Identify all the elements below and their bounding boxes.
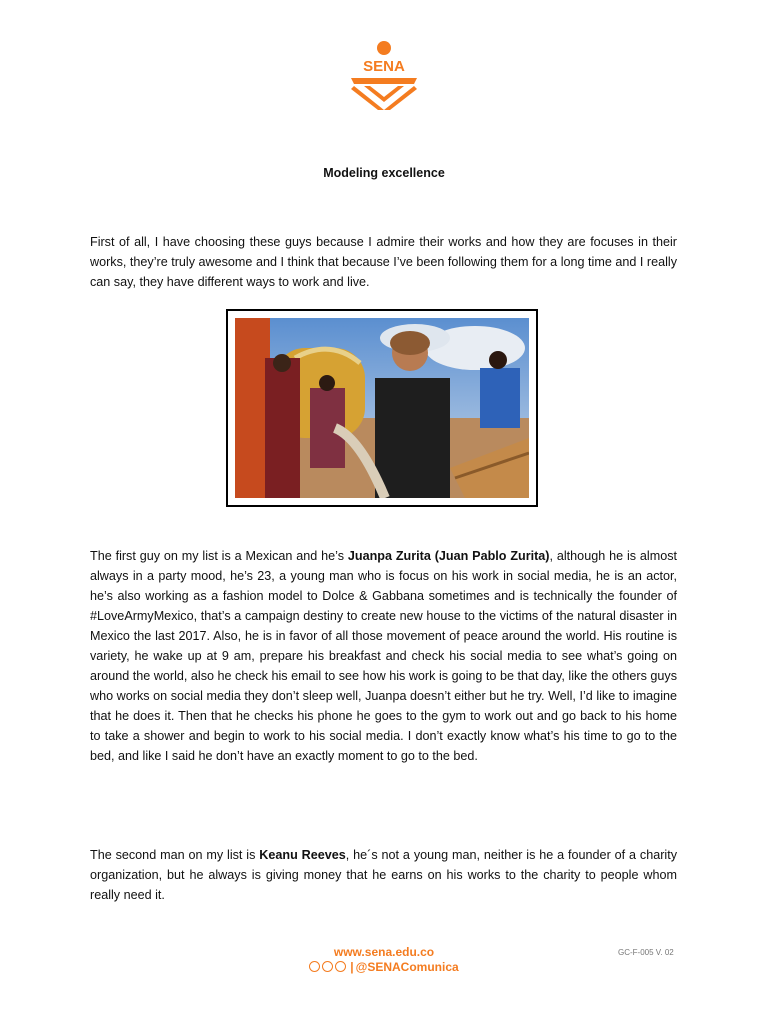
twitter-icon	[309, 961, 320, 972]
logo-text: SENA	[363, 58, 405, 75]
photo-juanpa	[235, 318, 529, 498]
document-code: GC-F-005 V. 02	[618, 948, 674, 957]
facebook-icon	[335, 961, 346, 972]
juanpa-name: Juanpa Zurita (Juan Pablo Zurita)	[347, 549, 550, 563]
document-title: Modeling excellence	[323, 166, 445, 180]
social-handle: @SENAComunica	[355, 960, 459, 974]
instagram-icon	[322, 961, 333, 972]
footer-social: | @SENAComunica	[0, 960, 768, 974]
para2-text-end: , although he is almost always in a party mood, he’s 23, a young man who is focus on his work in social media, he is an actor, he’s also working as a fashion model to Dolce & Gabbana sometimes and is technically the founder of #LoveArmyMexico, that’s a campaign destiny to create new house to the victims of the natural disaster in Mexico the last 2017. Also, he is in favor of all those movement of peace around the world. His routine is variety, he wake up at 9 am, prepare his breakfast and check his social media to see what’s going on around the world, also he check his email to see how his work is going to be that day, like the others guys who works on social media they don’t sleep well, Juanpa doesn’t either but he try. Well, I’d like to imagine that he does it. Then that he checks his phone he goes to the gym to work out and go back to his home to take a shower and begin to work to his social media. I don’t exactly know what’s his time to go to the bed, and like I said he don’t have an exactly moment to go to the bed.	[90, 549, 678, 763]
paragraph-intro: First of all, I have choosing these guys because I admire their works and how they are focuses in their works, they’re truly awesome and I think that because I’ve been following them for a long time and I really can say, they have different ways to work and live.	[90, 235, 677, 289]
para3-text-end: , he´s not a young man, neither is he a founder of a charity organization, but he always is giving money that he earns on his works to the charity to people whom really need it.	[90, 848, 678, 902]
sena-logo	[348, 40, 420, 112]
paragraph-keanu	[90, 845, 677, 905]
keanu-name: Keanu Reeves	[259, 848, 346, 862]
para2-text-start: The first guy on my list is a Mexican and he’s	[90, 549, 348, 563]
photo-frame	[226, 309, 538, 507]
paragraph-juanpa	[90, 546, 677, 766]
para3-text-start: The second man on my list is	[90, 848, 260, 862]
footer-website: www.sena.edu.co	[333, 945, 435, 959]
